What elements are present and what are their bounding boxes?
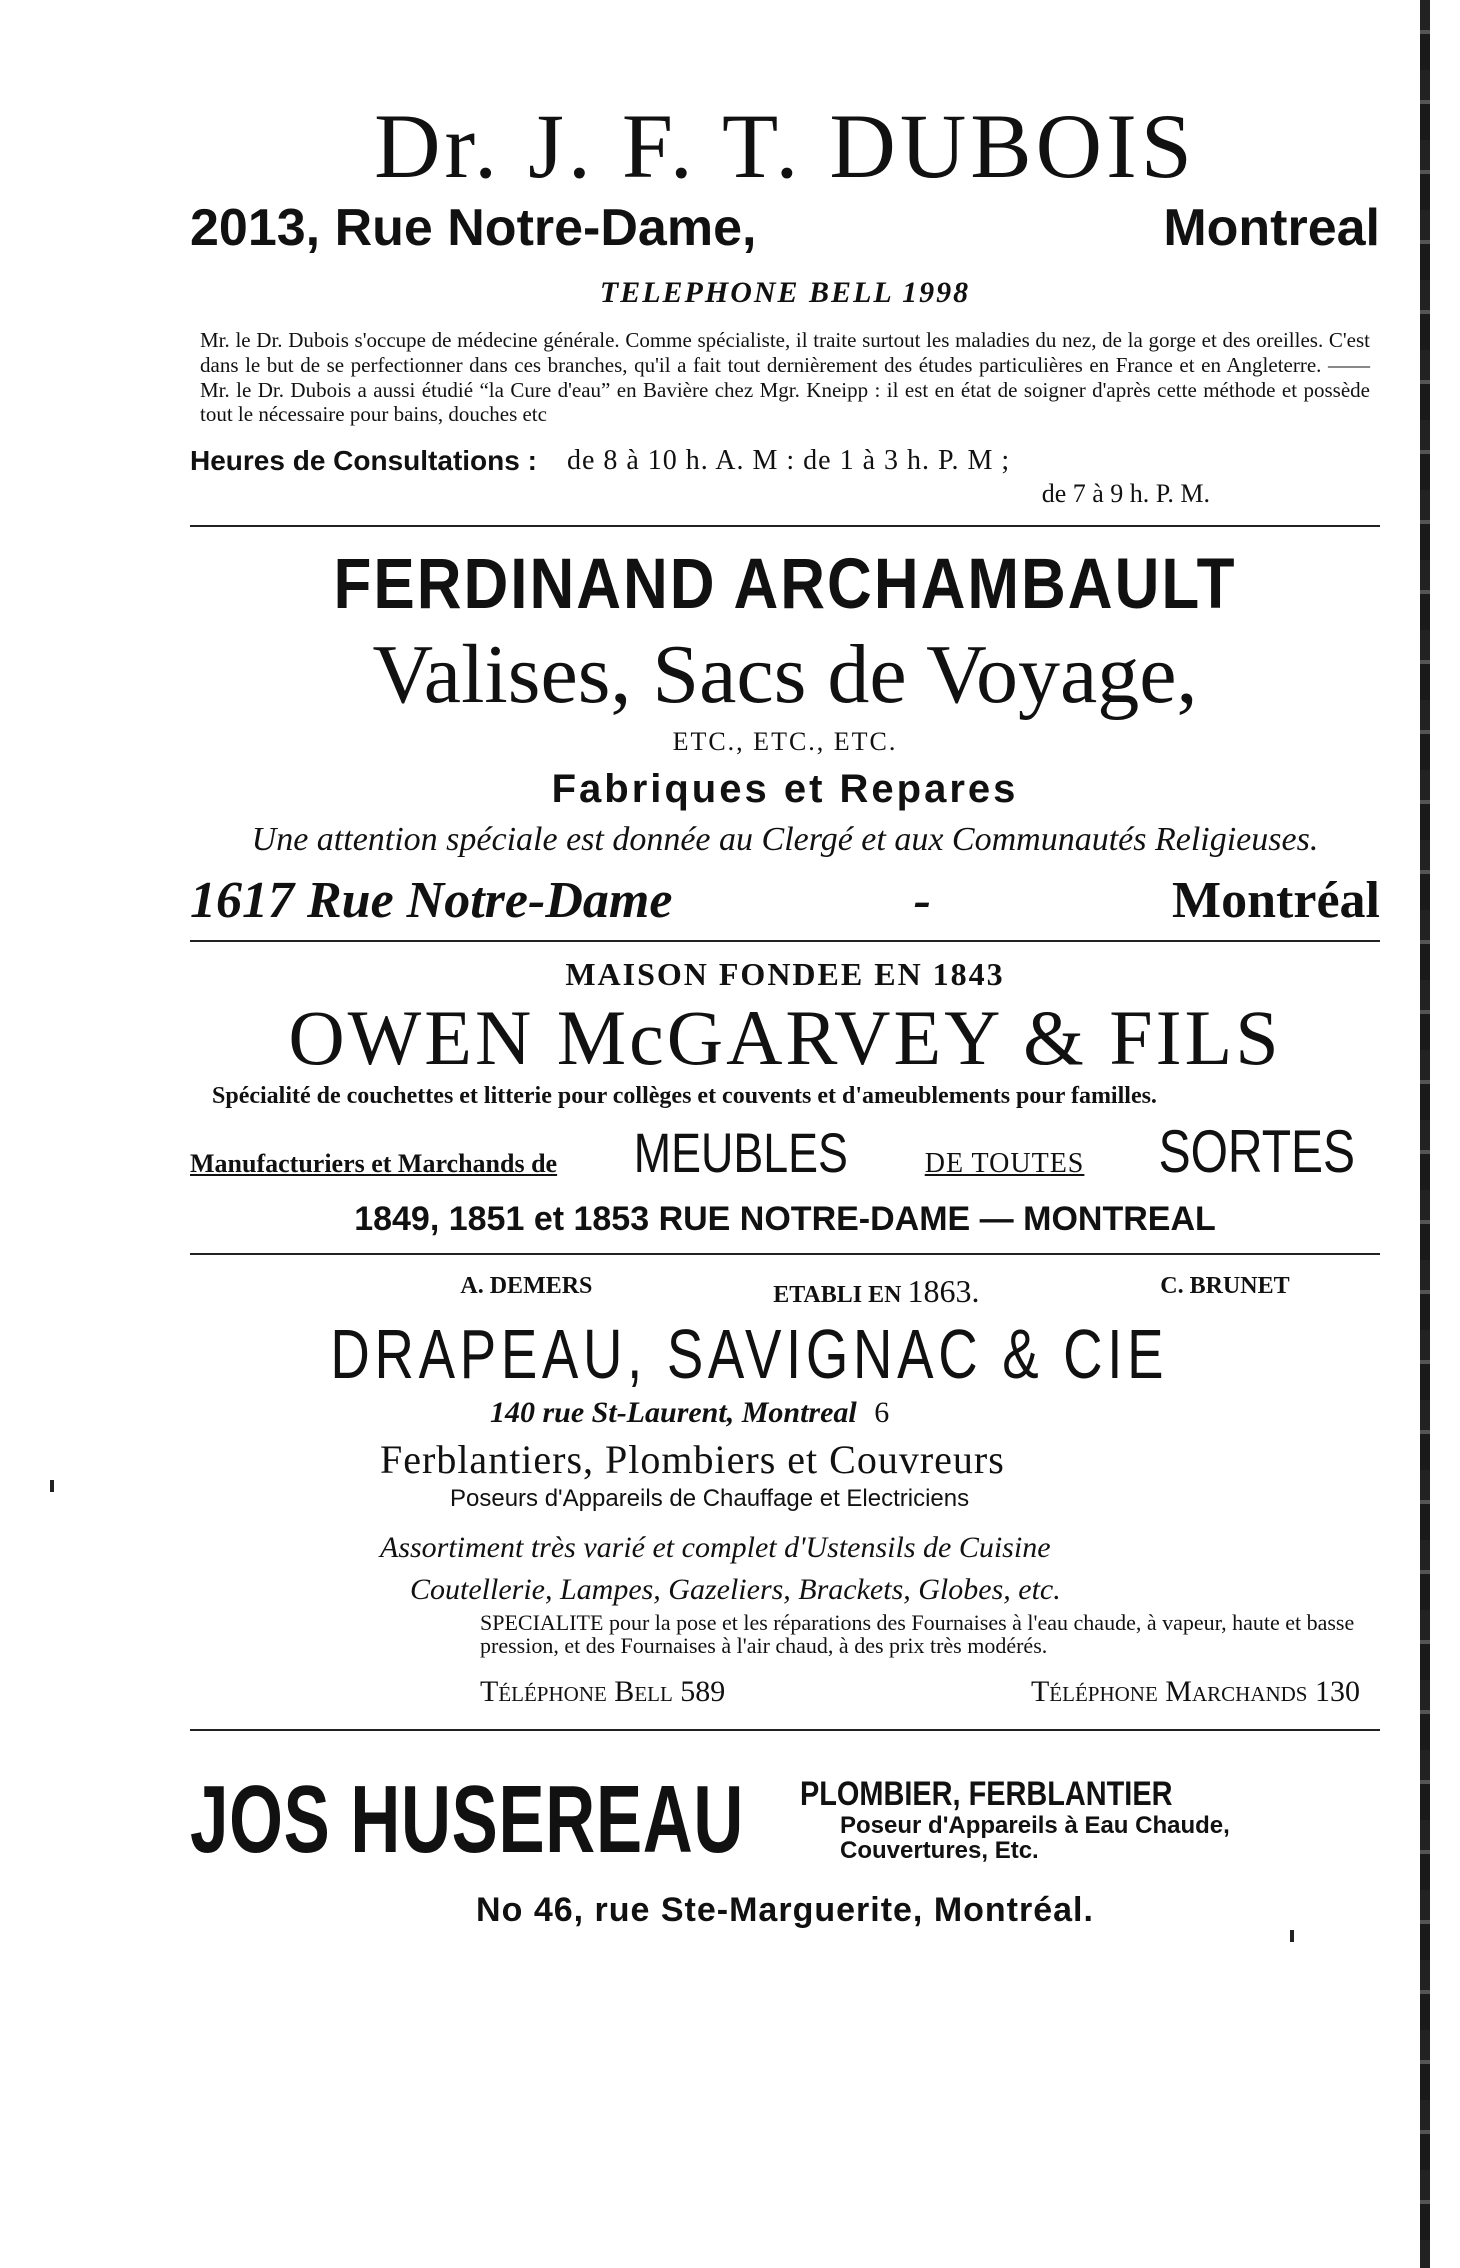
drapeau-poseurs: Poseurs d'Appareils de Chauffage et Electriciens — [450, 1485, 970, 1513]
divider — [190, 1729, 1380, 1731]
husereau-address: No 46, rue Ste-Marguerite, Montréal. — [476, 1891, 1094, 1930]
ad-dubois — [190, 95, 1380, 509]
archambault-etc: ETC., ETC., ETC. — [672, 727, 898, 757]
speck — [1290, 1930, 1294, 1942]
drapeau-cutlery: Coutellerie, Lampes, Gazeliers, Brackets, Globes, etc. — [410, 1573, 1061, 1607]
dubois-address: 2013, Rue Notre-Dame, — [190, 199, 757, 257]
husereau-services: Poseur d'Appareils à Eau Chaude, Couvertures, Etc. — [840, 1812, 1230, 1865]
mcgarvey-meubles-line — [190, 1117, 1380, 1186]
husereau-name: JOS HUSEREAU — [190, 1766, 745, 1874]
drapeau-address-line — [190, 1396, 1380, 1430]
archambault-dash: - — [913, 871, 931, 929]
established-year: 1863. — [907, 1273, 980, 1310]
drapeau-address-num: 6 — [874, 1396, 890, 1430]
drapeau-telephones — [190, 1675, 1380, 1709]
mcgarvey-sortes: SORTES — [1158, 1118, 1356, 1186]
dubois-description: Mr. le Dr. Dubois s'occupe de médecine générale. Comme spécialiste, il traite surtout les maladies du nez, de la gorge et des oreilles. C'est dans le but de se perfectionner dans ces branches, qu'il a fait tout dernièrement des études particulières en France et en Angleterre. —— Mr. le Dr. Dubois a aussi étudié “la Cure d'eau” en Bavière chez Mgr. Kneipp : il est en état de soigner d'après cette méthode et possède tout le nécessaire pour bains, douches etc — [200, 328, 1370, 427]
mcgarvey-toutes: DE TOUTES — [924, 1148, 1085, 1180]
drapeau-name: DRAPEAU, SAVIGNAC & CIE — [330, 1315, 1169, 1394]
drapeau-established — [773, 1273, 979, 1310]
telephone-bell: Téléphone Bell 589 — [480, 1675, 726, 1709]
ad-husereau — [190, 1765, 1380, 1930]
drapeau-assortment: Assortiment très varié et complet d'Ustensils de Cuisine — [380, 1531, 1051, 1565]
established-label: ETABLI EN — [773, 1282, 902, 1309]
partner-demers: A. DEMERS — [460, 1273, 593, 1300]
drapeau-partners-line — [190, 1273, 1380, 1310]
hours-line-2: de 7 à 9 h. P. M. — [1041, 479, 1210, 509]
hours-line-1: de 8 à 10 h. A. M : de 1 à 3 h. P. M ; — [566, 445, 1011, 477]
advertisement-page — [190, 95, 1380, 1930]
dubois-telephone: TELEPHONE BELL 1998 — [599, 276, 971, 309]
archambault-attention: Une attention spéciale est donnée au Clergé et aux Communautés Religieuses. — [251, 821, 1319, 859]
mcgarvey-name: OWEN McGARVEY & FILS — [288, 993, 1282, 1081]
mcgarvey-manuf: Manufacturiers et Marchands de — [190, 1149, 558, 1179]
mcgarvey-address: 1849, 1851 et 1853 RUE NOTRE-DAME — MONTREAL — [354, 1200, 1216, 1239]
archambault-city: Montréal — [1172, 871, 1380, 929]
dubois-city: Montreal — [1163, 199, 1380, 257]
drapeau-trades: Ferblantiers, Plombiers et Couvreurs — [380, 1437, 1005, 1483]
hours-label: Heures de Consultations : — [190, 445, 537, 477]
divider — [190, 525, 1380, 527]
husereau-header — [190, 1765, 1380, 1875]
archambault-headline: Valises, Sacs de Voyage, — [372, 628, 1198, 722]
ad-drapeau — [190, 1273, 1380, 1709]
dubois-address-line — [190, 198, 1380, 258]
mcgarvey-founded: MAISON FONDEE EN 1843 — [565, 955, 1005, 992]
ad-archambault — [190, 544, 1380, 930]
divider — [190, 1253, 1380, 1255]
mcgarvey-specialty: Spécialité de couchettes et litterie pour collèges et couvents et d'ameublements pour familles. — [212, 1082, 1157, 1109]
husereau-trade: PLOMBIER, FERBLANTIER — [800, 1775, 1173, 1814]
divider — [190, 940, 1380, 942]
dubois-hours — [190, 445, 1380, 477]
telephone-marchands: Téléphone Marchands 130 — [1030, 1675, 1360, 1709]
archambault-name: FERDINAND ARCHAMBAULT — [333, 544, 1237, 625]
archambault-address-line — [190, 871, 1380, 930]
partner-brunet: C. BRUNET — [1160, 1273, 1290, 1300]
speck — [50, 1480, 54, 1492]
archambault-fabriques: Fabriques et Repares — [551, 767, 1019, 812]
husereau-description — [800, 1777, 1380, 1863]
drapeau-address: 140 rue St-Laurent, Montreal — [490, 1396, 857, 1430]
mcgarvey-meubles: MEUBLES — [633, 1121, 848, 1185]
page-edge-binding — [1420, 0, 1430, 2268]
ad-mcgarvey — [190, 956, 1380, 1239]
dubois-name: Dr. J. F. T. DUBOIS — [374, 95, 1196, 197]
archambault-address: 1617 Rue Notre-Dame — [190, 871, 673, 929]
drapeau-specialite: SPECIALITE pour la pose et les réparations des Fournaises à l'eau chaude, à vapeur, haute et basse pression, et des Fournaises à l'air chaud, à des prix très modérés. — [480, 1610, 1355, 1659]
